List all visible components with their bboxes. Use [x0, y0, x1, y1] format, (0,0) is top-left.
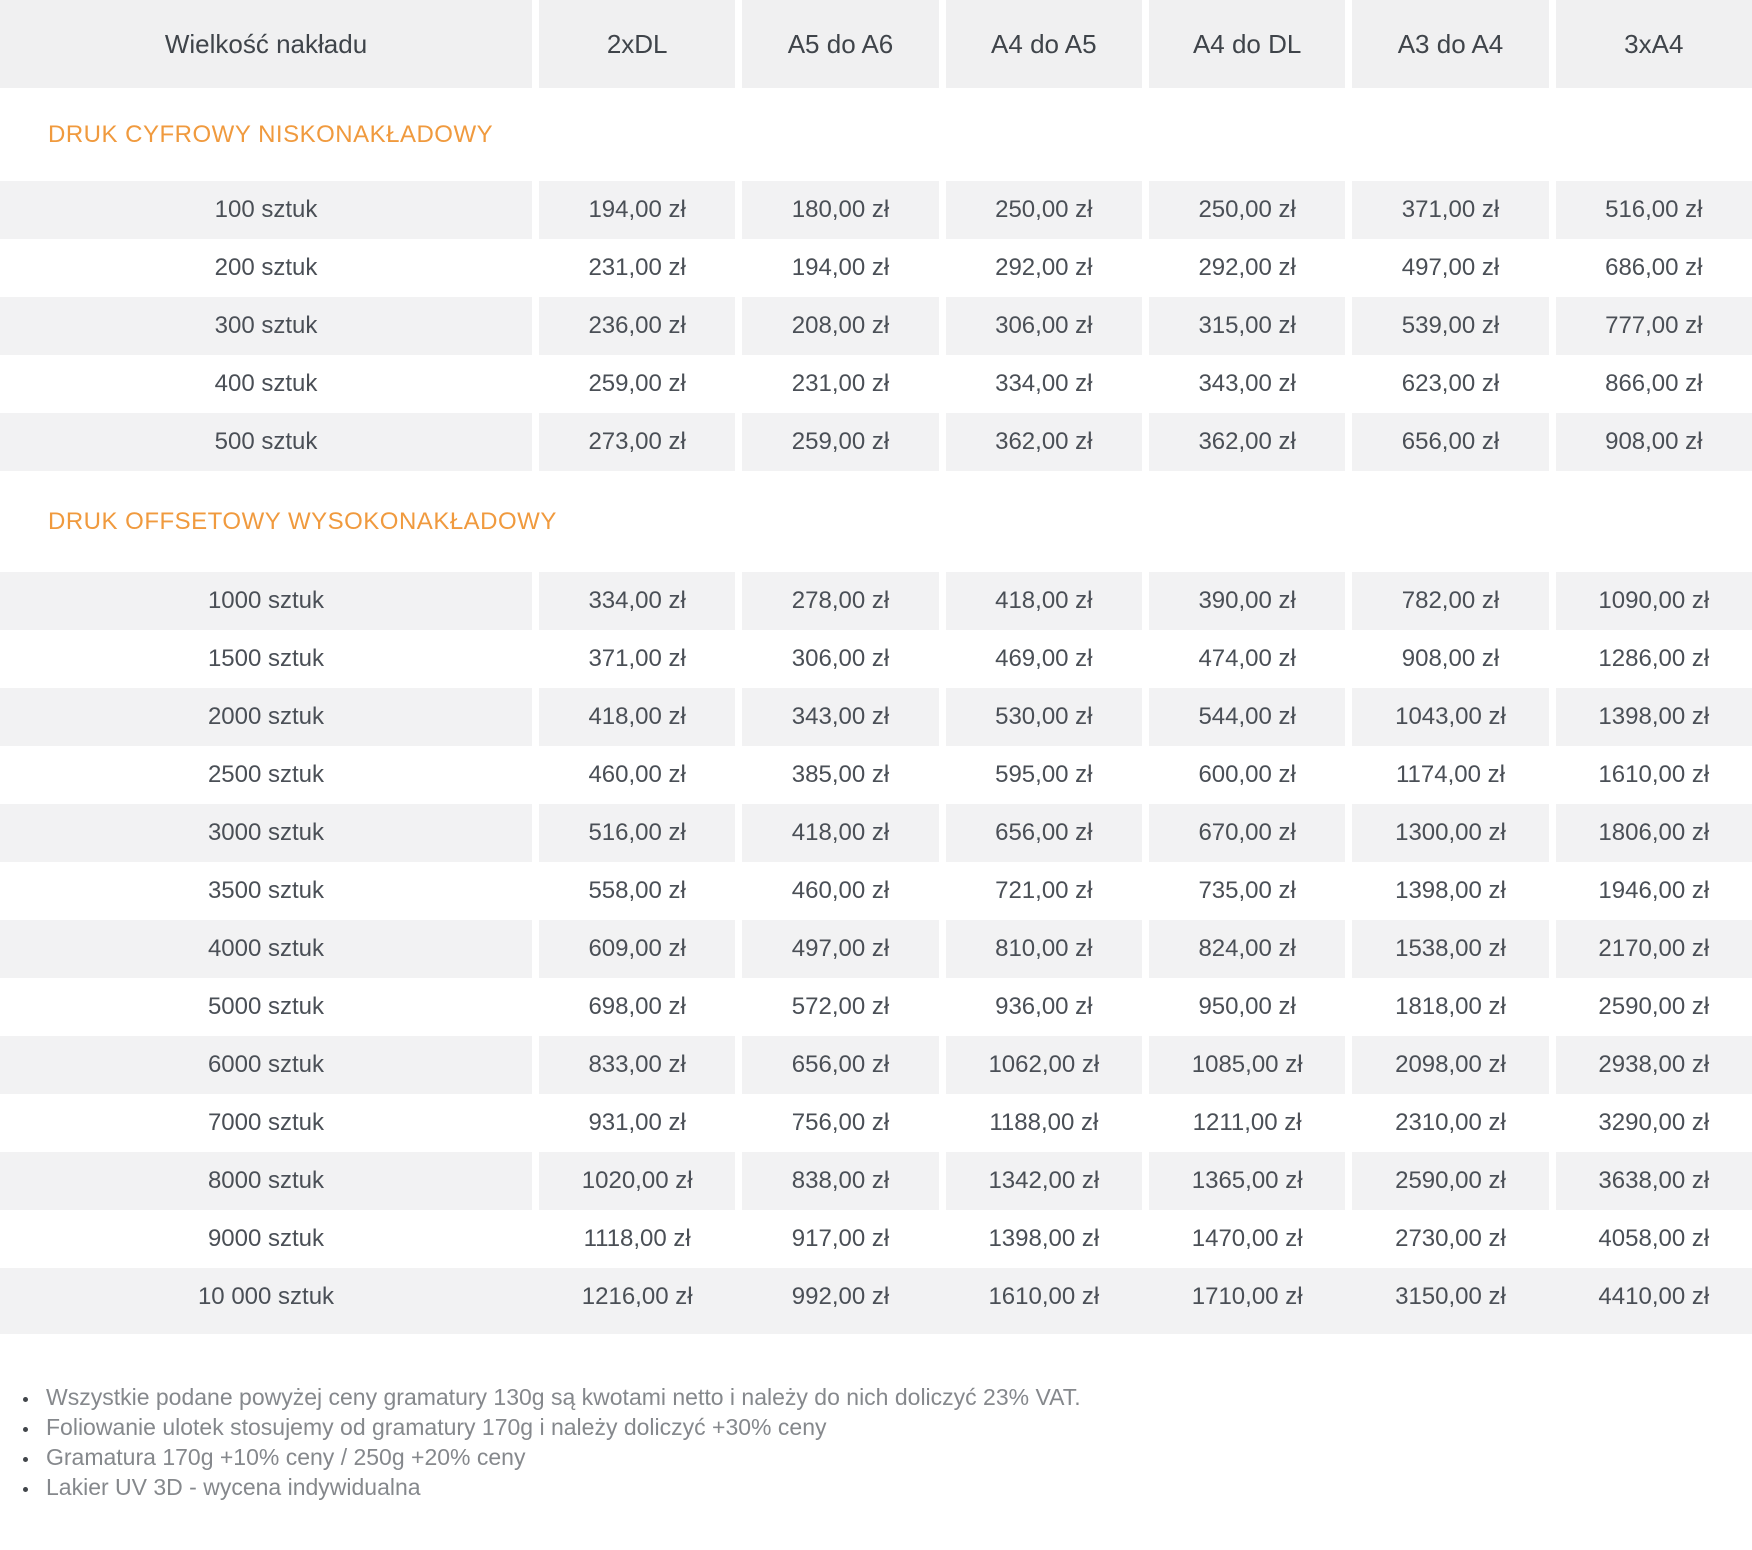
price-cell: 735,00 zł	[1198, 877, 1296, 904]
section-offset-print	[0, 471, 1752, 1326]
price-cell: 600,00 zł	[1198, 761, 1296, 788]
price-cell: 572,00 zł	[791, 993, 890, 1020]
table-row	[0, 630, 1752, 688]
price-cell: 698,00 zł	[588, 993, 686, 1020]
price-cell: 334,00 zł	[539, 572, 735, 630]
table-row	[0, 355, 1752, 413]
table-row	[0, 297, 1752, 355]
table-row	[0, 1268, 1752, 1326]
column-header-a5-a6: A5 do A6	[742, 0, 938, 88]
table-header-row	[0, 0, 1752, 88]
section-head-offset	[0, 471, 1752, 572]
price-cell: 1470,00 zł	[1191, 1225, 1303, 1252]
price-cell: 180,00 zł	[742, 181, 938, 239]
price-cell: 385,00 zł	[791, 761, 890, 788]
price-cell: 609,00 zł	[539, 920, 735, 978]
price-cell: 1610,00 zł	[1598, 761, 1710, 788]
column-header-3xa4: 3xA4	[1556, 0, 1752, 88]
price-cell: 2170,00 zł	[1556, 920, 1752, 978]
table-row	[0, 920, 1752, 978]
section-title-offset: DRUK OFFSETOWY WYSOKONAKŁADOWY	[48, 507, 557, 535]
price-cell: 371,00 zł	[1352, 181, 1548, 239]
price-cell: 4410,00 zł	[1556, 1268, 1752, 1326]
price-cell: 208,00 zł	[742, 297, 938, 355]
price-cell: 3290,00 zł	[1598, 1109, 1710, 1136]
row-quantity-label: 6000 sztuk	[0, 1036, 532, 1094]
price-cell: 2938,00 zł	[1556, 1036, 1752, 1094]
price-cell: 917,00 zł	[791, 1225, 890, 1252]
price-cell: 273,00 zł	[539, 413, 735, 471]
price-cell: 292,00 zł	[1198, 254, 1296, 281]
price-cell: 1118,00 zł	[583, 1225, 691, 1252]
column-header-2xdl: 2xDL	[539, 0, 735, 88]
table-row	[0, 688, 1752, 746]
price-cell: 497,00 zł	[742, 920, 938, 978]
price-cell: 497,00 zł	[1401, 254, 1500, 281]
row-quantity-label: 1000 sztuk	[0, 572, 532, 630]
price-cell: 623,00 zł	[1401, 370, 1500, 397]
price-cell: 2310,00 zł	[1395, 1109, 1506, 1136]
note-item: • Gramatura 170g +10% ceny / 250g +20% ceny	[40, 1442, 1752, 1472]
price-cell: 931,00 zł	[588, 1109, 686, 1136]
row-quantity-label: 3500 sztuk	[207, 877, 325, 904]
price-cell: 824,00 zł	[1149, 920, 1345, 978]
row-quantity-label: 1500 sztuk	[207, 645, 325, 672]
price-cell: 1946,00 zł	[1598, 877, 1710, 904]
price-cell: 1538,00 zł	[1352, 920, 1548, 978]
table-row	[0, 413, 1752, 471]
price-cell: 1062,00 zł	[946, 1036, 1142, 1094]
price-cell: 460,00 zł	[791, 877, 890, 904]
price-cell: 656,00 zł	[742, 1036, 938, 1094]
price-cell: 866,00 zł	[1605, 370, 1703, 397]
note-item: • Foliowanie ulotek stosujemy od gramatury 170g i należy doliczyć +30% ceny	[40, 1412, 1752, 1442]
price-cell: 1085,00 zł	[1149, 1036, 1345, 1094]
price-cell: 2590,00 zł	[1352, 1152, 1548, 1210]
section-digital-print	[0, 88, 1752, 471]
price-cell: 1610,00 zł	[946, 1268, 1142, 1326]
price-cell: 1806,00 zł	[1556, 804, 1752, 862]
row-quantity-label: 8000 sztuk	[0, 1152, 532, 1210]
price-cell: 236,00 zł	[539, 297, 735, 355]
table-row	[0, 746, 1752, 804]
row-quantity-label: 100 sztuk	[0, 181, 532, 239]
price-cell: 595,00 zł	[995, 761, 1093, 788]
price-cell: 756,00 zł	[791, 1109, 890, 1136]
row-quantity-label: 10 000 sztuk	[0, 1268, 532, 1326]
price-cell: 656,00 zł	[1352, 413, 1548, 471]
price-cell: 259,00 zł	[588, 370, 686, 397]
price-cell: 2730,00 zł	[1395, 1225, 1506, 1252]
table-row	[0, 978, 1752, 1036]
table-row	[0, 181, 1752, 239]
column-header-a4-a5: A4 do A5	[946, 0, 1142, 88]
section-rows-offset	[0, 572, 1752, 1326]
price-cell: 292,00 zł	[995, 254, 1093, 281]
price-cell: 544,00 zł	[1149, 688, 1345, 746]
row-quantity-label: 4000 sztuk	[0, 920, 532, 978]
price-cell: 1710,00 zł	[1149, 1268, 1345, 1326]
price-cell: 4058,00 zł	[1598, 1225, 1710, 1252]
price-cell: 516,00 zł	[539, 804, 735, 862]
price-cell: 334,00 zł	[995, 370, 1093, 397]
row-quantity-label: 400 sztuk	[214, 370, 318, 397]
price-cell: 259,00 zł	[742, 413, 938, 471]
price-cell: 343,00 zł	[742, 688, 938, 746]
table-row	[0, 239, 1752, 297]
price-cell: 1818,00 zł	[1395, 993, 1506, 1020]
table-row	[0, 804, 1752, 862]
price-cell: 1398,00 zł	[1556, 688, 1752, 746]
price-cell: 1043,00 zł	[1352, 688, 1548, 746]
notes-list	[0, 1382, 1752, 1502]
price-cell: 950,00 zł	[1198, 993, 1296, 1020]
price-cell: 1398,00 zł	[1395, 877, 1506, 904]
column-header-quantity: Wielkość nakładu	[0, 0, 532, 88]
price-cell: 469,00 zł	[995, 645, 1093, 672]
price-cell: 343,00 zł	[1198, 370, 1296, 397]
price-cell: 474,00 zł	[1198, 645, 1296, 672]
price-cell: 306,00 zł	[791, 645, 890, 672]
price-cell: 516,00 zł	[1556, 181, 1752, 239]
price-cell: 371,00 zł	[588, 645, 686, 672]
row-quantity-label: 7000 sztuk	[207, 1109, 325, 1136]
section-title-digital: DRUK CYFROWY NISKONAKŁADOWY	[48, 120, 494, 148]
price-cell: 362,00 zł	[1149, 413, 1345, 471]
price-cell: 390,00 zł	[1149, 572, 1345, 630]
row-quantity-label: 500 sztuk	[0, 413, 532, 471]
price-cell: 231,00 zł	[791, 370, 890, 397]
column-header-a3-a4: A3 do A4	[1352, 0, 1548, 88]
row-quantity-label: 300 sztuk	[0, 297, 532, 355]
price-cell: 2098,00 zł	[1352, 1036, 1548, 1094]
price-cell: 231,00 zł	[588, 254, 686, 281]
column-header-a4-dl: A4 do DL	[1149, 0, 1345, 88]
price-cell: 418,00 zł	[946, 572, 1142, 630]
price-cell: 1188,00 zł	[989, 1109, 1099, 1136]
note-item: • Lakier UV 3D - wycena indywidualna	[40, 1472, 1752, 1502]
price-cell: 1020,00 zł	[539, 1152, 735, 1210]
row-quantity-label: 2500 sztuk	[207, 761, 325, 788]
price-cell: 992,00 zł	[742, 1268, 938, 1326]
price-cell: 1300,00 zł	[1352, 804, 1548, 862]
price-cell: 539,00 zł	[1352, 297, 1548, 355]
price-cell: 1090,00 zł	[1556, 572, 1752, 630]
price-cell: 908,00 zł	[1401, 645, 1500, 672]
row-quantity-label: 3000 sztuk	[0, 804, 532, 862]
price-cell: 3150,00 zł	[1352, 1268, 1548, 1326]
note-item: • Wszystkie podane powyżej ceny gramatury 130g są kwotami netto i należy do nich doliczyć 23% VAT.	[40, 1382, 1752, 1412]
section-head-digital	[0, 88, 1752, 181]
price-cell: 460,00 zł	[588, 761, 686, 788]
price-cell: 656,00 zł	[946, 804, 1142, 862]
price-cell: 777,00 zł	[1556, 297, 1752, 355]
price-cell: 250,00 zł	[946, 181, 1142, 239]
price-cell: 936,00 zł	[995, 993, 1093, 1020]
table-row	[0, 1094, 1752, 1152]
price-cell: 418,00 zł	[539, 688, 735, 746]
row-quantity-label: 9000 sztuk	[207, 1225, 325, 1252]
price-cell: 306,00 zł	[946, 297, 1142, 355]
price-cell: 686,00 zł	[1605, 254, 1703, 281]
price-cell: 1174,00 zł	[1395, 761, 1505, 788]
row-quantity-label: 5000 sztuk	[207, 993, 325, 1020]
table-row	[0, 572, 1752, 630]
price-cell: 315,00 zł	[1149, 297, 1345, 355]
price-cell: 558,00 zł	[588, 877, 686, 904]
price-cell: 908,00 zł	[1556, 413, 1752, 471]
price-cell: 2590,00 zł	[1598, 993, 1710, 1020]
table-row	[0, 862, 1752, 920]
section-rows-digital	[0, 181, 1752, 471]
price-cell: 418,00 zł	[742, 804, 938, 862]
table-row	[0, 1210, 1752, 1268]
row-quantity-label: 2000 sztuk	[0, 688, 532, 746]
table-footer-strip	[0, 1326, 1752, 1334]
price-cell: 1365,00 zł	[1149, 1152, 1345, 1210]
price-cell: 194,00 zł	[791, 254, 890, 281]
price-cell: 838,00 zł	[742, 1152, 938, 1210]
price-cell: 250,00 zł	[1149, 181, 1345, 239]
price-cell: 1398,00 zł	[988, 1225, 1100, 1252]
price-cell: 1342,00 zł	[946, 1152, 1142, 1210]
price-cell: 3638,00 zł	[1556, 1152, 1752, 1210]
price-cell: 810,00 zł	[946, 920, 1142, 978]
price-cell: 1211,00 zł	[1192, 1109, 1302, 1136]
table-row	[0, 1036, 1752, 1094]
row-quantity-label: 200 sztuk	[214, 254, 318, 281]
table-row	[0, 1152, 1752, 1210]
price-cell: 1216,00 zł	[539, 1268, 735, 1326]
price-cell: 1286,00 zł	[1598, 645, 1710, 672]
price-cell: 721,00 zł	[995, 877, 1093, 904]
price-cell: 833,00 zł	[539, 1036, 735, 1094]
price-cell: 278,00 zł	[742, 572, 938, 630]
price-cell: 670,00 zł	[1149, 804, 1345, 862]
price-cell: 530,00 zł	[946, 688, 1142, 746]
price-cell: 362,00 zł	[946, 413, 1142, 471]
price-cell: 782,00 zł	[1352, 572, 1548, 630]
price-cell: 194,00 zł	[539, 181, 735, 239]
